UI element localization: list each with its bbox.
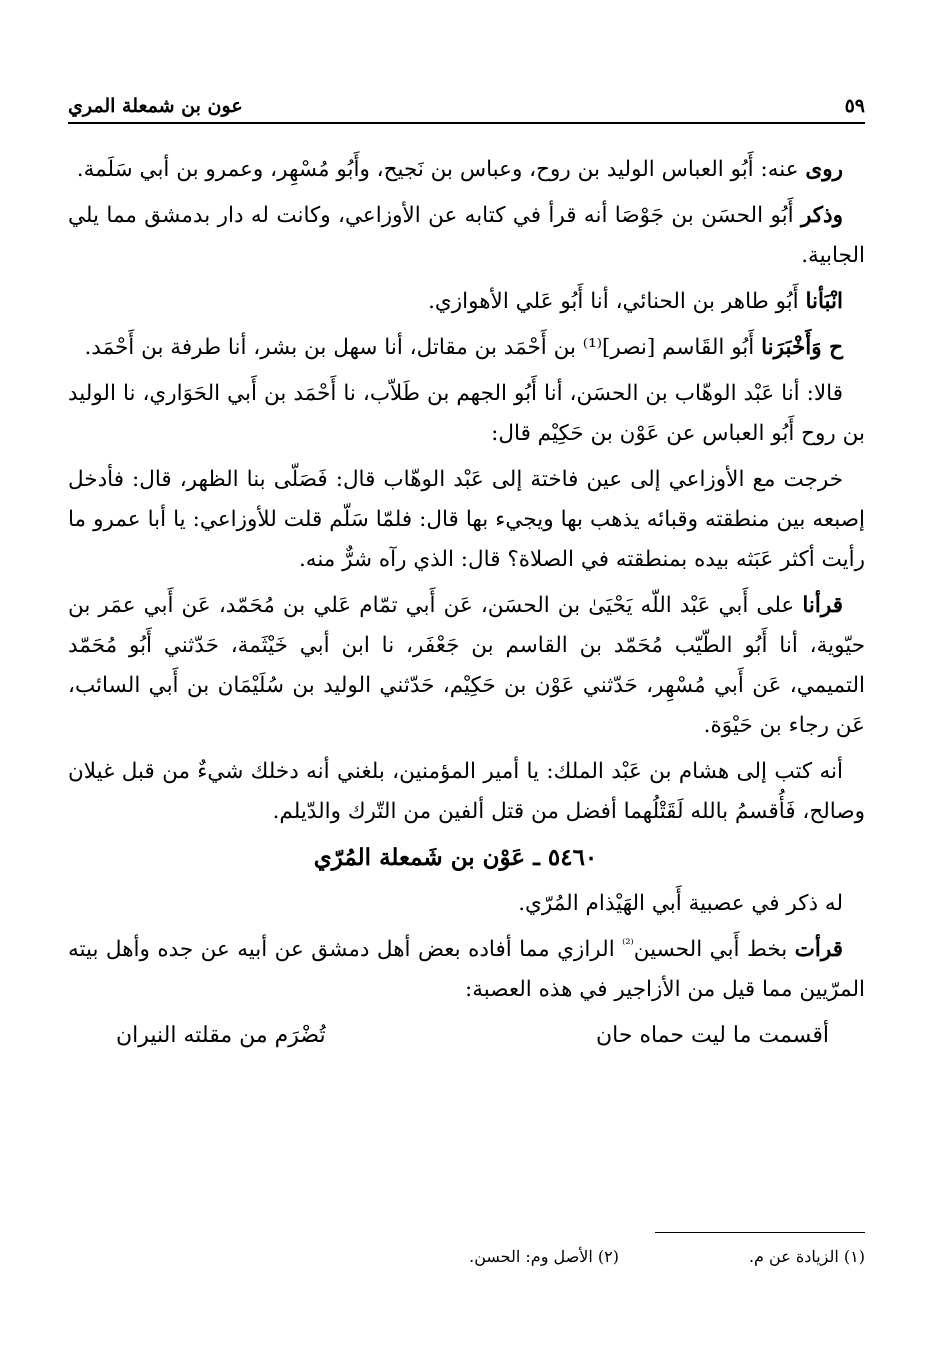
verse-second-hemistich: تُضْرَم من مقلته النيران: [116, 1023, 326, 1048]
paragraph: [68, 374, 865, 454]
paragraph: [68, 752, 865, 832]
paragraph-text: بخط أَبي الحسين: [633, 937, 795, 962]
lead-word: انْبَأنا: [805, 289, 843, 314]
paragraph: [68, 150, 865, 190]
poem-verse: [68, 1016, 865, 1056]
paragraph: [68, 196, 865, 276]
lead-word: وذكر: [800, 203, 843, 228]
paragraph-text: أنه كتب إلى هشام بن عَبْد الملك: يا أمير المؤمنين، بلغني أنه دخلك شيءٌ من قبل غيلان وصالح، فَأُقسمُ بالله لَقَتْلُهما أفضل من قتل ألفين من التّرك والدّيلم.: [68, 759, 865, 824]
footnotes: [68, 1232, 865, 1266]
paragraph-text: أَبُو طاهر بن الحنائي، أنا أَبُو عَلي الأهوازي.: [428, 289, 806, 314]
footnote-divider: [655, 1232, 865, 1233]
paragraph-text: له ذكر في عصبية أَبي الهَيْذام المُرّي.: [518, 891, 843, 916]
verse-first-hemistich: أقسمت ما ليت حماه حان: [596, 1023, 829, 1048]
running-title: عون بن شمعلة المري: [68, 95, 243, 117]
paragraph: [68, 930, 865, 1010]
footnote-2: (٢) الأصل وم: الحسن.: [469, 1247, 619, 1266]
running-header: [68, 88, 865, 124]
paragraph-text: عنه: أَبُو العباس الوليد بن روح، وعباس بن نَجيح، وأَبُو مُسْهِر، وعمرو بن أبي سَلَمة.: [76, 157, 806, 182]
paragraph: [68, 586, 865, 746]
lead-word: قرأنا: [802, 593, 843, 618]
paragraph-text: على أَبي عَبْد اللّه يَحْيَىٰ بن الحسَن، عَن أَبي تمّام عَلي بن مُحَمّد، عَن أَبي عمَر بن حيّوية، أنا أَبُو الطّيّب مُحَمّد بن القاسم بن جَعْفَر، نا ابن أبي خَيْثَمة، حَدّثني أَبُو مُحَمّد التميمي، عَن أَبي مُسْهِر، حَدّثني عَوْن بن حَكِيْم، حَدّثني الوليد بن سُلَيْمَان بن أَبي السائب، عَن رجاء بن حَيْوَة.: [68, 593, 865, 738]
footnote-marker: ⁽²⁾: [622, 936, 634, 952]
main-text: [68, 150, 865, 1056]
paragraph: [68, 328, 865, 368]
paragraph-text: أَبُو الحسَن بن جَوْصَا أنه قرأ في كتابه عن الأوزاعي، وكانت له دار بدمشق مما يلي الجابية.: [68, 203, 865, 268]
entry-heading: ٥٤٦٠ ـ عَوْن بن شَمعلة المُرّي: [313, 844, 598, 871]
page-number: ٥٩: [844, 95, 865, 117]
paragraph-text: أَبُو القَاسم [نصر]⁽¹⁾ بن أَحْمَد بن مقاتل، أنا سهل بن بشر، أنا طرفة بن أَحْمَد.: [84, 335, 762, 360]
lead-word: روى: [805, 157, 843, 182]
paragraph-text: خرجت مع الأوزاعي إلى عين فاختة إلى عَبْد الوهّاب قال: فَصَلّى بنا الظهر، قال: فأدخل إصبعه بين منطقته وقبائه يذهب بها ويجيء بها قال: فلمّا سَلّم قلت للأوزاعي: يا أبا عمرو ما رأيت أكثر عَبَثه بيده بمنطقته في الصلاة؟ قال: الذي رآه شرٌّ منه.: [68, 467, 865, 572]
paragraph-text: قالا: أنا عَبْد الوهّاب بن الحسَن، أنا أَبُو الجهم بن طَلاّب، نا أَحْمَد بن أَبي الحَوَاري، نا الوليد بن روح أَبُو العباس عن عَوْن بن حَكِيْم قال:: [68, 381, 865, 446]
paragraph: [68, 282, 865, 322]
paragraph: [68, 460, 865, 580]
lead-word: قرأت: [794, 937, 844, 962]
lead-word: ح وَأَخْبَرَنا: [761, 335, 843, 360]
paragraph-text: الرازي مما أفاده بعض أهل دمشق عن أبيه عن جده وأهل بيته المرّيين مما قيل من الأزاجير في هذه العصبة:: [68, 937, 865, 1002]
footnote-1: (١) الزيادة عن م.: [748, 1247, 865, 1266]
paragraph: [68, 884, 865, 924]
